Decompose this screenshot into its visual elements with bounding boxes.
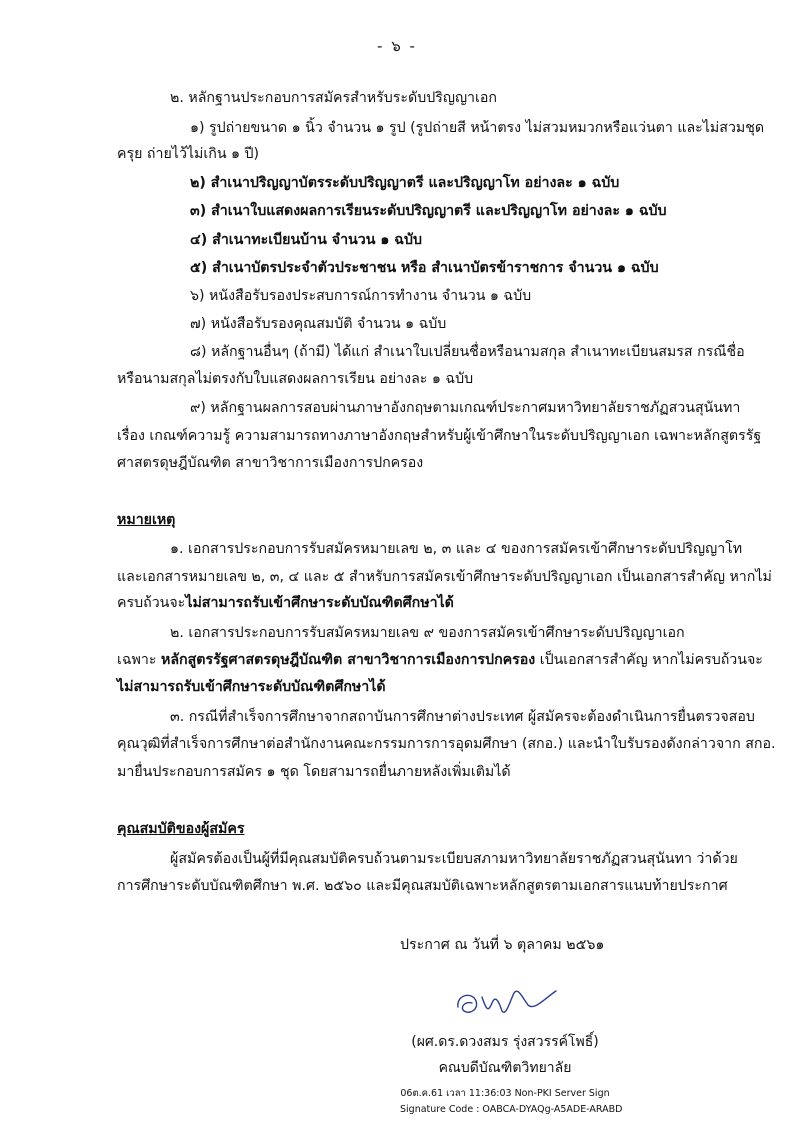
list-item: ๓) สำเนาใบแสดงผลการเรียนระดับปริญญาตรี และปริญญาโท อย่างละ ๑ ฉบับ	[190, 203, 667, 219]
remark-text: ครบถ้วนจะ	[117, 595, 186, 611]
list-item: ศาสตรดุษฎีบัณฑิต สาขาวิชาการเมืองการปกครอง	[117, 455, 424, 471]
signature-image	[452, 983, 562, 1023]
remark-item: ๒. เอกสารประกอบการรับสมัครหมายเลข ๙ ของการสมัครเข้าศึกษาระดับปริญญาเอก	[170, 625, 685, 641]
signature-meta: 06ต.ค.61 เวลา 11:36:03 Non-PKI Server Sign	[400, 1088, 610, 1099]
remark-item	[117, 650, 763, 670]
list-item: ๘) หลักฐานอื่นๆ (ถ้ามี) ได้แก่ สำเนาใบเปลี่ยนชื่อหรือนามสกุล สำเนาทะเบียนสมรส กรณีชื่อ	[190, 344, 745, 360]
remark-text: เฉพาะ	[117, 652, 161, 668]
remark-emphasis: ไม่สามารถรับเข้าศึกษาระดับบัณฑิตศึกษาได้	[117, 679, 386, 695]
page-number: - ๖ -	[377, 37, 417, 55]
remark-item: คุณวุฒิที่สำเร็จการศึกษาต่อสำนักงานคณะกรรมการการอุดมศึกษา (สกอ.) และนำใบรับรองดังกล่าวจาก สกอ.	[117, 736, 776, 752]
list-item: ครุย ถ่ายไว้ไม่เกิน ๑ ปี)	[117, 146, 260, 162]
list-item: ๑) รูปถ่ายขนาด ๑ นิ้ว จำนวน ๑ รูป (รูปถ่ายสี หน้าตรง ไม่สวมหมวกหรือแว่นตา และไม่สวมชุด	[190, 120, 765, 136]
signer-title: คณบดีบัณฑิตวิทยาลัย	[438, 1060, 572, 1076]
remarks-heading: หมายเหตุ	[117, 512, 176, 528]
signature-code: Signature Code : OABCA-DYAQg-A5ADE-ARABD	[400, 1104, 623, 1115]
list-item: ๖) หนังสือรับรองประสบการณ์การทำงาน จำนวน ๑ ฉบับ	[190, 288, 532, 304]
list-item: ๗) หนังสือรับรองคุณสมบัติ จำนวน ๑ ฉบับ	[190, 316, 447, 332]
qualifications-text: การศึกษาระดับบัณฑิตศึกษา พ.ศ. ๒๕๖๐ และมีคุณสมบัติเฉพาะหลักสูตรตามเอกสารแนบท้ายประกาศ	[117, 878, 728, 894]
list-item: ๒) สำเนาปริญญาบัตรระดับปริญญาตรี และปริญญาโท อย่างละ ๑ ฉบับ	[190, 175, 620, 191]
qualifications-text: ผู้สมัครต้องเป็นผู้ที่มีคุณสมบัติครบถ้วนตามระเบียบสภามหาวิทยาลัยราชภัฏสวนสุนันทา ว่าด้วย	[170, 851, 738, 867]
list-item: ๔) สำเนาทะเบียนบ้าน จำนวน ๑ ฉบับ	[190, 232, 422, 248]
remark-item: ๓. กรณีที่สำเร็จการศึกษาจากสถาบันการศึกษาต่างประเทศ ผู้สมัครจะต้องดำเนินการยื่นตรวจสอบ	[170, 709, 755, 725]
remark-emphasis: ไม่สามารถรับเข้าศึกษาระดับบัณฑิตศึกษาได้	[185, 595, 454, 611]
remark-item: ๑. เอกสารประกอบการรับสมัครหมายเลข ๒, ๓ และ ๔ ของการสมัครเข้าศึกษาระดับปริญญาโท	[170, 541, 743, 557]
remark-item: มายื่นประกอบการสมัคร ๑ ชุด โดยสามารถยื่นภายหลังเพิ่มเติมได้	[117, 764, 511, 780]
signer-name: (ผศ.ดร.ดวงสมร รุ่งสวรรค์โพธิ์)	[411, 1034, 599, 1050]
list-item: ๙) หลักฐานผลการสอบผ่านภาษาอังกฤษตามเกณฑ์ประกาศมหาวิทยาลัยราชภัฏสวนสุนันทา	[190, 400, 741, 416]
list-item: ๕) สำเนาบัตรประจำตัวประชาชน หรือ สำเนาบัตรข้าราชการ จำนวน ๑ ฉบับ	[190, 260, 659, 276]
remark-text: เป็นเอกสารสำคัญ หากไม่ครบถ้วนจะ	[535, 652, 763, 668]
list-item: เรื่อง เกณฑ์ความรู้ ความสามารถทางภาษาอังกฤษสำหรับผู้เข้าศึกษาในระดับปริญญาเอก เฉพาะหลักสูตรรัฐ	[117, 428, 762, 444]
remark-emphasis: หลักสูตรรัฐศาสตรดุษฎีบัณฑิต สาขาวิชาการเมืองการปกครอง	[160, 652, 536, 668]
remark-item: และเอกสารหมายเลข ๒, ๓, ๔ และ ๕ สำหรับการสมัครเข้าศึกษาระดับปริญญาเอก เป็นเอกสารสำคัญ หากไม่	[117, 569, 772, 585]
qualifications-heading: คุณสมบัติของผู้สมัคร	[117, 821, 245, 837]
remark-item	[117, 593, 454, 613]
list-item: หรือนามสกุลไม่ตรงกับใบแสดงผลการเรียน อย่างละ ๑ ฉบับ	[117, 371, 474, 387]
section-title: ๒. หลักฐานประกอบการสมัครสำหรับระดับปริญญาเอก	[170, 90, 497, 106]
announcement-date: ประกาศ ณ วันที่ ๖ ตุลาคม ๒๕๖๑	[400, 937, 605, 953]
